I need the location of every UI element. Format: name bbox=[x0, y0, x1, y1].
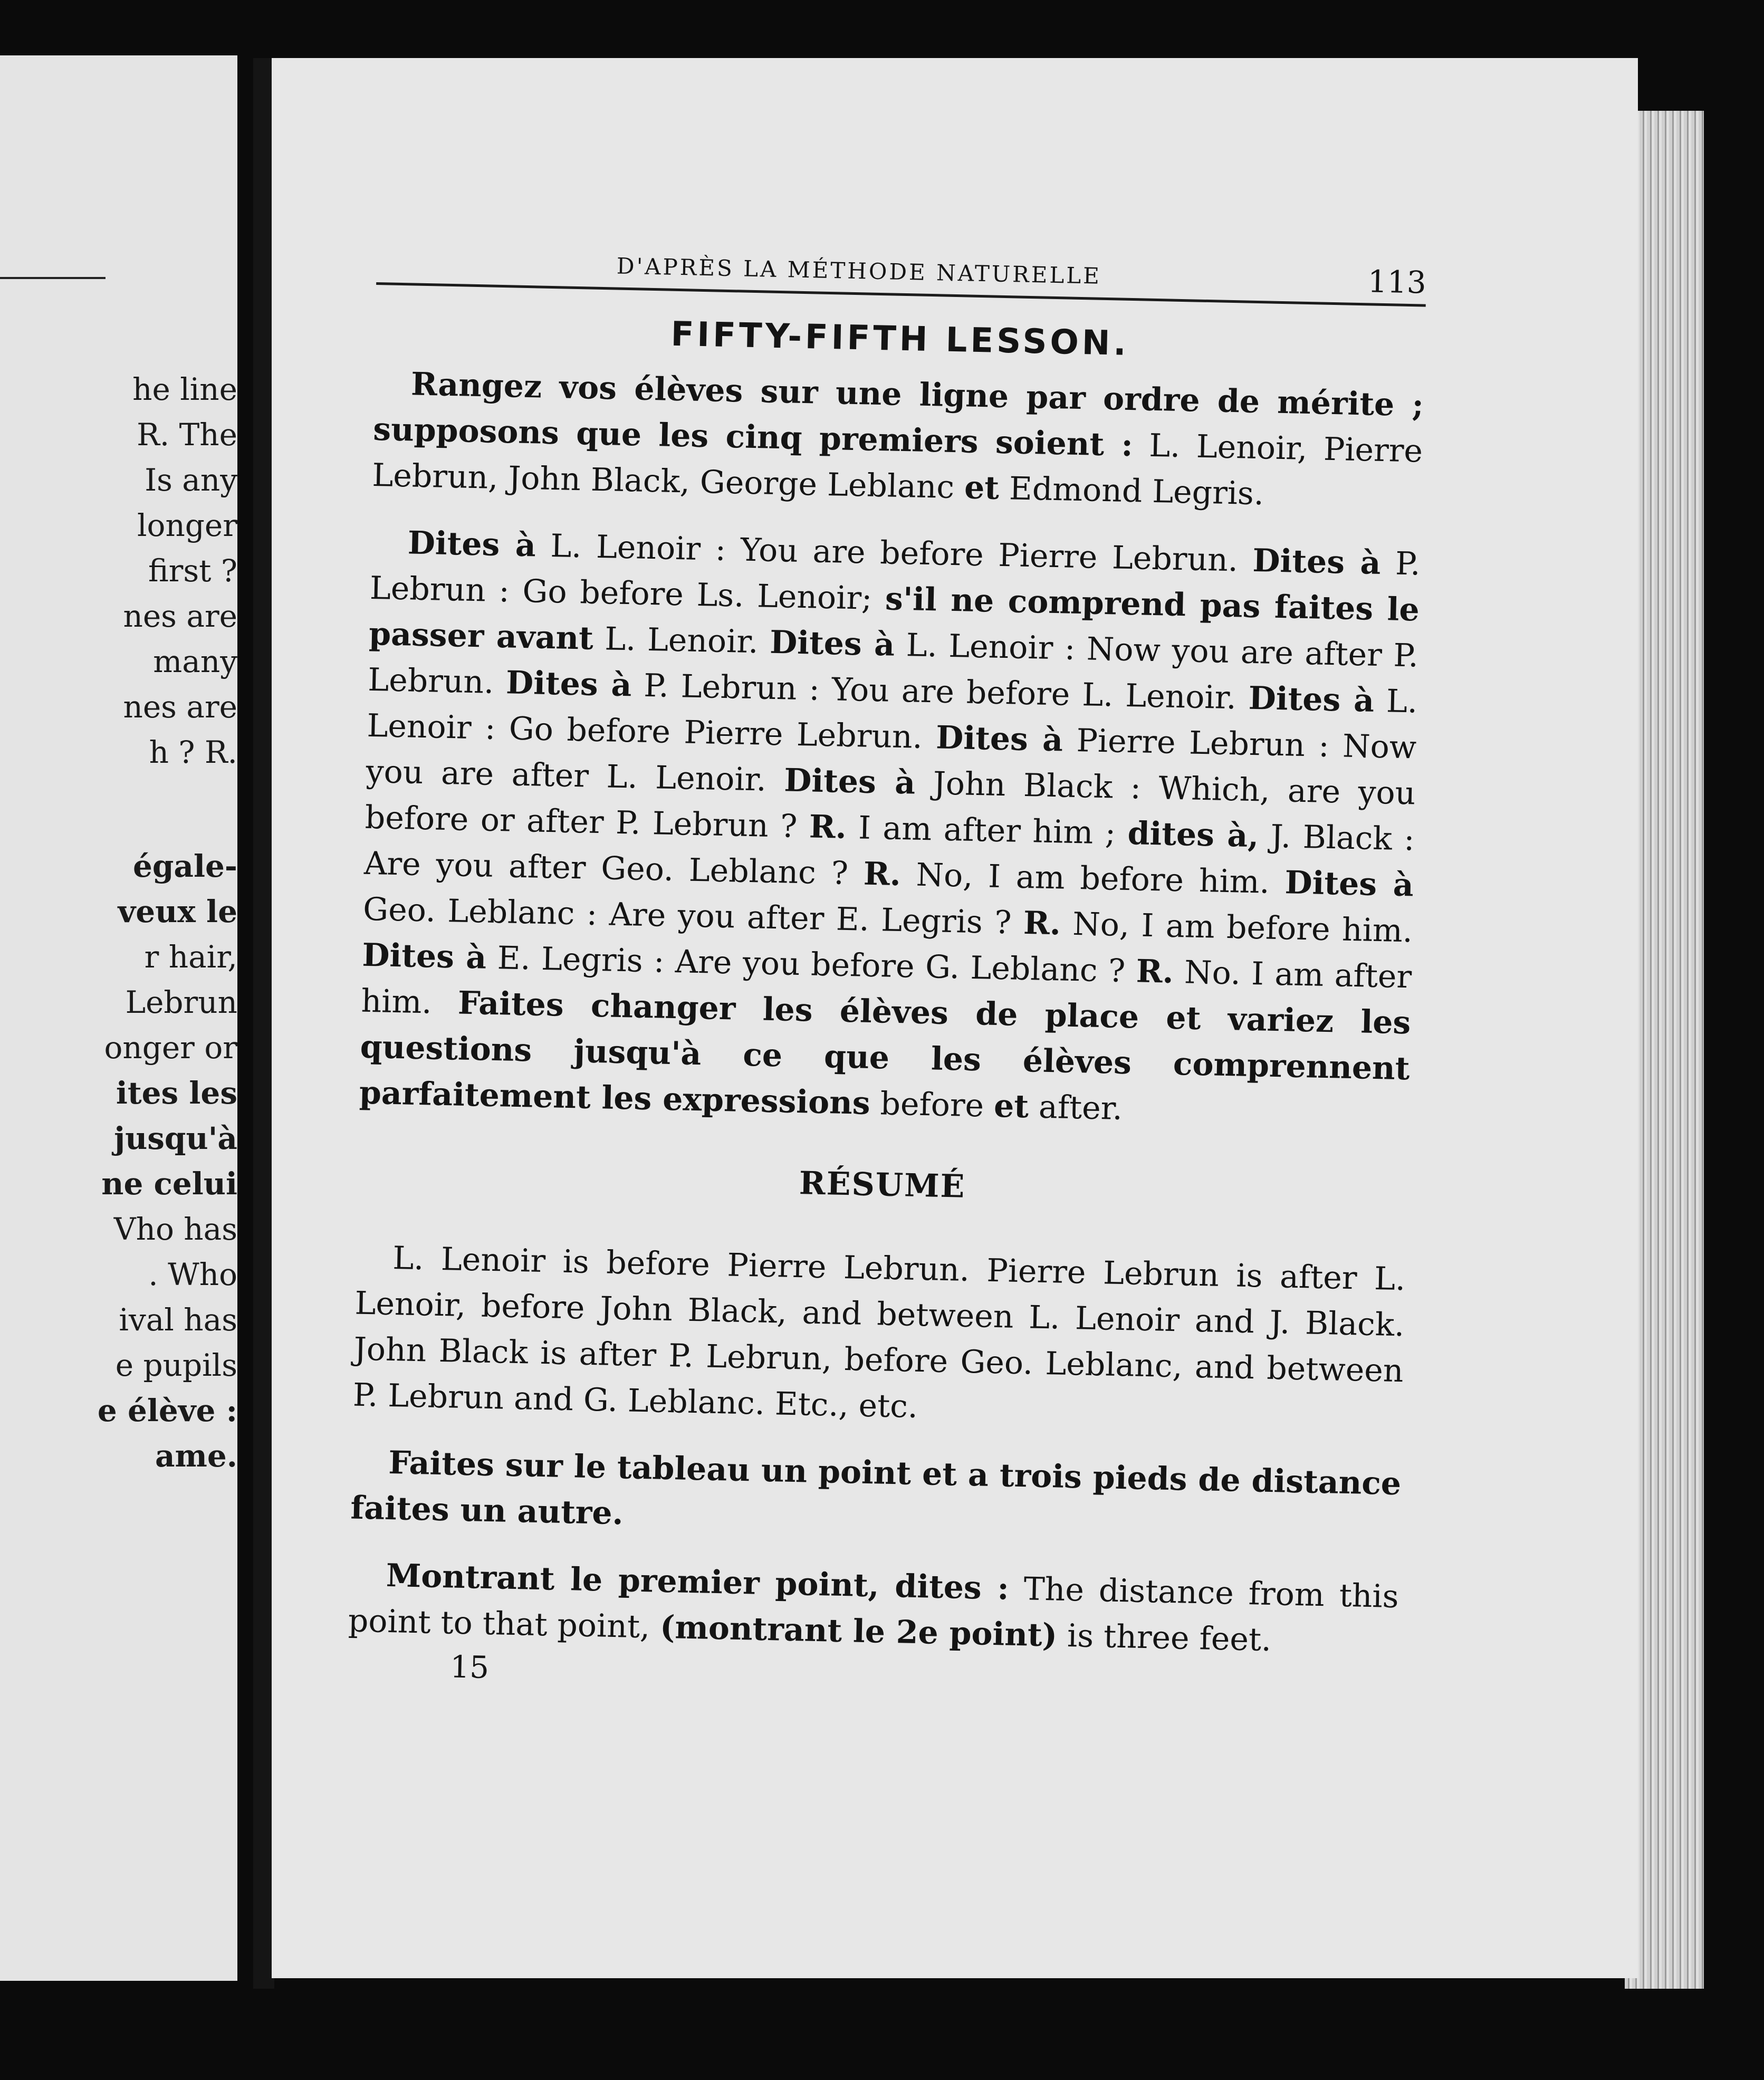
running-head: D'APRÈS LA MÉTHODE NATURELLE bbox=[616, 253, 1102, 289]
previous-page-line: he line bbox=[132, 371, 237, 407]
text: No, I am before him. bbox=[900, 856, 1286, 902]
bold-text: Dites à bbox=[1248, 679, 1375, 720]
previous-page-line: Vho has bbox=[113, 1211, 237, 1247]
bold-text: dites à, bbox=[1127, 815, 1259, 855]
previous-page-line: Is any bbox=[145, 462, 237, 498]
bold-text: R. bbox=[863, 855, 902, 894]
bold-text: Faites sur le tableau un point et a trois pieds de distance faites un autre. bbox=[350, 1444, 1402, 1532]
previous-page-line: jusqu'à bbox=[114, 1120, 237, 1156]
text: John Black : Which, are you before or after P. Lebrun ? bbox=[365, 764, 1416, 846]
bold-text: Rangez vos élèves sur une ligne par ordre de mérite ; supposons que les cinq premiers soient : bbox=[372, 366, 1424, 464]
paragraph-instructions bbox=[372, 361, 1424, 521]
previous-page-rule bbox=[0, 277, 106, 279]
text: L. Lenoir. bbox=[593, 620, 770, 661]
bold-text: Dites à bbox=[505, 664, 632, 704]
bold-text: Dites à bbox=[769, 624, 895, 664]
bold-text: Dites à bbox=[783, 762, 916, 802]
previous-page-line: veux le bbox=[118, 894, 237, 929]
previous-page-line: longer bbox=[137, 507, 237, 543]
text: after. bbox=[1028, 1088, 1123, 1127]
previous-page-line: égale- bbox=[132, 848, 237, 884]
book-gutter bbox=[253, 58, 274, 1989]
text: No. I am after him. bbox=[360, 953, 1412, 1022]
resume-title: RÉSUMÉ bbox=[799, 1165, 966, 1205]
bold-text: Dites à bbox=[407, 524, 536, 564]
previous-page-line: e pupils bbox=[115, 1347, 237, 1383]
text: L. Lenoir : Now you are after P. Lebrun. bbox=[367, 626, 1419, 702]
text: L. Lenoir : Go before Pierre Lebrun. bbox=[366, 682, 1418, 756]
text: Pierre Lebrun : Now you are after L. Lenoir. bbox=[366, 722, 1417, 799]
previous-page-line: ame. bbox=[155, 1438, 237, 1474]
text: No, I am before him. bbox=[1060, 905, 1413, 950]
bold-text: (montrant le 2e point) bbox=[659, 1608, 1058, 1654]
bold-text: R. bbox=[1023, 904, 1061, 943]
header-rule bbox=[376, 282, 1426, 307]
bold-text: R. bbox=[1136, 953, 1174, 991]
text: L. Lenoir : You are before Pierre Lebrun. bbox=[535, 527, 1253, 579]
bold-text: Dites à bbox=[1252, 542, 1382, 582]
previous-page-line: r hair, bbox=[144, 939, 237, 975]
previous-page-fragment bbox=[0, 55, 237, 1981]
page-number: 113 bbox=[1367, 263, 1427, 301]
text: is three feet. bbox=[1057, 1617, 1272, 1659]
previous-page-line: nes are bbox=[123, 689, 237, 725]
bold-text: et bbox=[993, 1087, 1029, 1126]
page-header bbox=[376, 237, 1426, 307]
bold-text: Dites à bbox=[1284, 864, 1414, 904]
lesson-title: FIFTY-FIFTH LESSON. bbox=[670, 314, 1130, 363]
text: Edmond Legris. bbox=[999, 469, 1264, 513]
previous-page-line: many bbox=[153, 644, 237, 679]
text: before bbox=[869, 1085, 994, 1125]
bold-text: Faites changer les élèves de place et variez les questions jusqu'à ce que les élèves comprennent parfaitement les expressions bbox=[359, 984, 1411, 1122]
text: I am after him ; bbox=[846, 809, 1128, 852]
bold-text: s'il ne comprend pas faites le passer avant bbox=[368, 580, 1420, 657]
signature-mark: 15 bbox=[449, 1648, 490, 1686]
previous-page-line: onger or bbox=[104, 1030, 237, 1066]
previous-page-line: R. The bbox=[137, 417, 237, 453]
paragraph-dialogue bbox=[359, 520, 1421, 1138]
text: Geo. Leblanc : Are you after E. Legris ? bbox=[362, 890, 1024, 942]
bold-text: Dites à bbox=[935, 719, 1063, 759]
text: P. Lebrun : Go before Ls. Lenoir; bbox=[369, 544, 1421, 618]
bold-text: Dites à bbox=[361, 936, 487, 976]
previous-page-text bbox=[0, 367, 237, 1479]
paragraph-distance bbox=[348, 1552, 1399, 1666]
text: P. Lebrun : You are before L. Lenoir. bbox=[631, 667, 1249, 717]
previous-page-line: h ? R. bbox=[149, 734, 237, 770]
paragraph-board-instructions bbox=[350, 1440, 1402, 1554]
previous-page-line: ites les bbox=[116, 1075, 237, 1111]
bold-text: Montrant le premier point, dites : bbox=[386, 1557, 1010, 1607]
previous-page-line: e élève : bbox=[97, 1393, 237, 1429]
bold-text: et bbox=[964, 469, 1000, 507]
previous-page-line: nes are bbox=[123, 598, 237, 634]
text: The distance from this point to that point, bbox=[348, 1570, 1399, 1646]
previous-page-line: ival has bbox=[119, 1302, 237, 1338]
text: J. Black : Are you after Geo. Leblanc ? bbox=[363, 818, 1415, 893]
text: E. Legris : Are you before G. Leblanc ? bbox=[486, 939, 1137, 990]
previous-page-line: Lebrun bbox=[125, 984, 237, 1020]
book-page bbox=[272, 58, 1638, 1978]
previous-page-line: first ? bbox=[148, 553, 237, 589]
bold-text: R. bbox=[809, 808, 847, 846]
text: L. Lenoir, Pierre Lebrun, John Black, George Leblanc bbox=[371, 427, 1423, 506]
page-content bbox=[347, 237, 1427, 1704]
previous-page-line: ne celui bbox=[101, 1166, 237, 1202]
paragraph-resume: L. Lenoir is before Pierre Lebrun. Pierre Lebrun is after L. Lenoir, before John Black, and between L. Lenoir and J. Black. John Black is after P. Lebrun, before Geo. Leblanc, and between P. Lebrun and G. Leblanc. Etc., etc. bbox=[352, 1240, 1406, 1425]
previous-page-line: . Who bbox=[148, 1257, 237, 1292]
